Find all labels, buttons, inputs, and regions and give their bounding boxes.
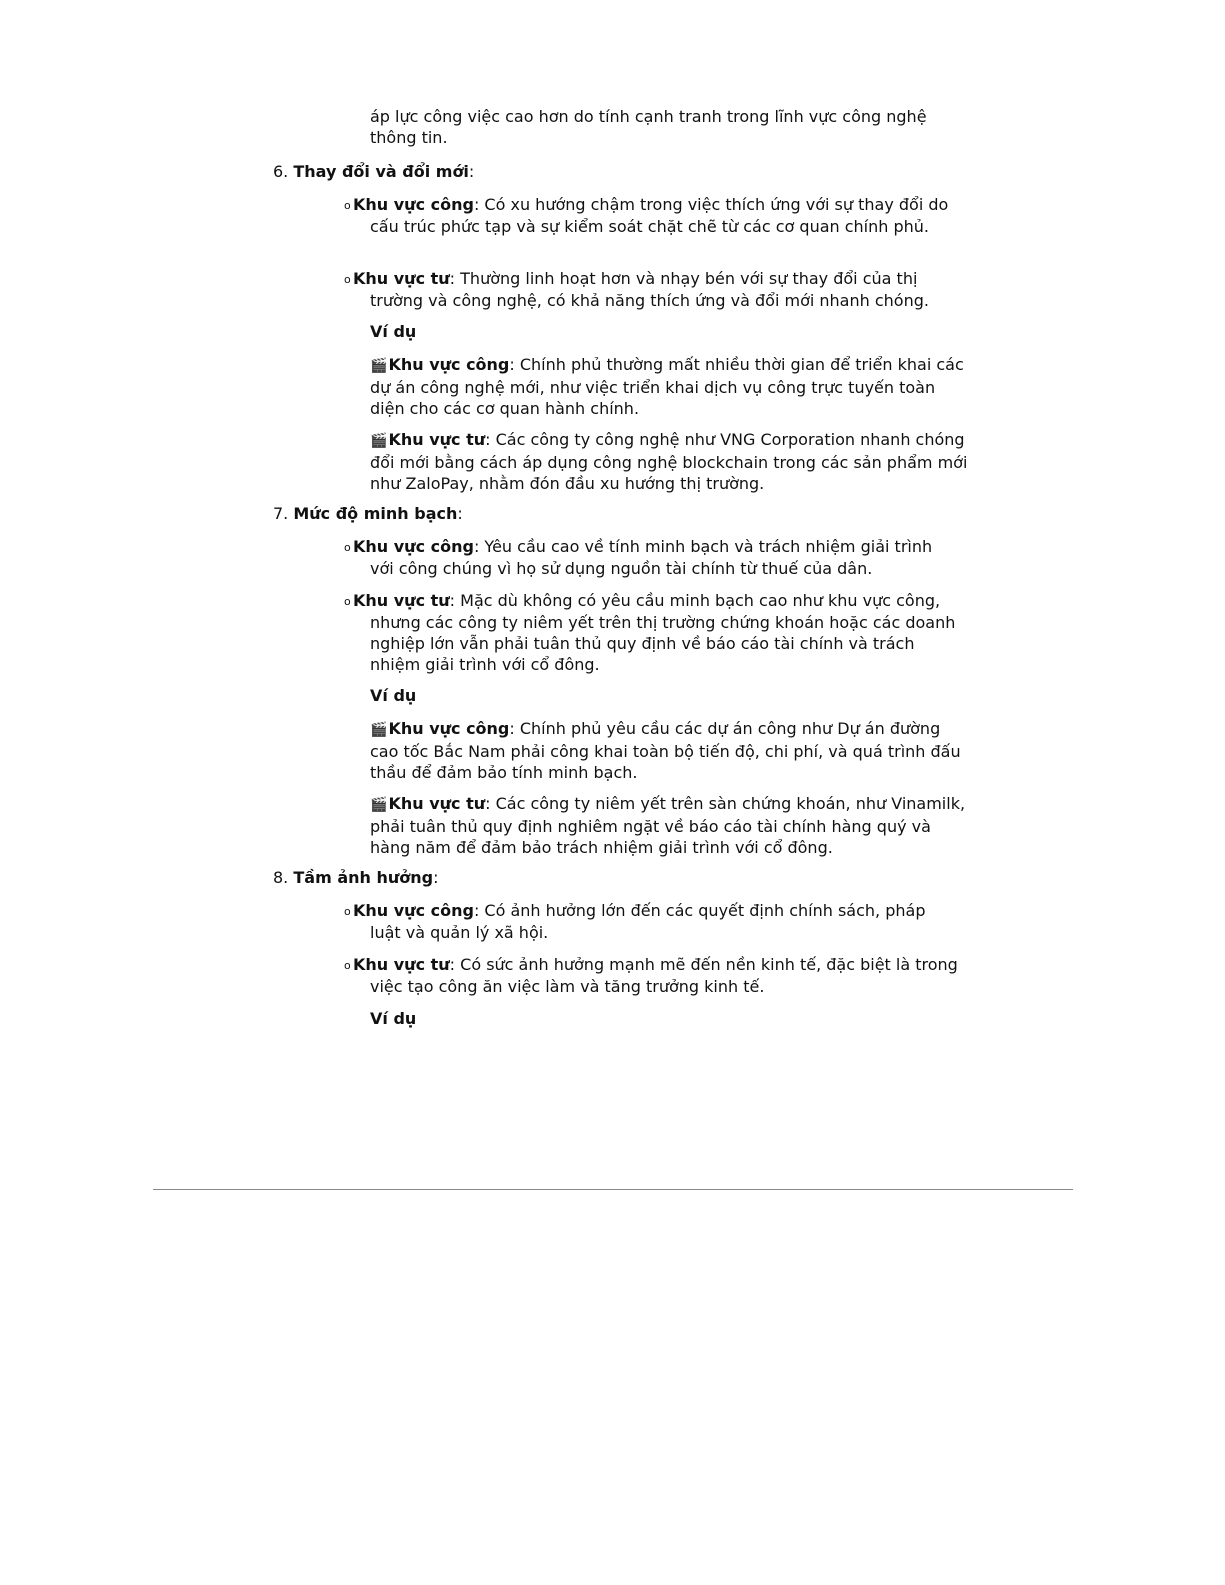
section-6-example-private bbox=[370, 429, 970, 494]
example-label: Khu vực công bbox=[388, 719, 510, 738]
bullet-marker: o bbox=[344, 905, 351, 918]
bullet-marker: o bbox=[344, 199, 351, 212]
bullet-text: : Có ảnh hưởng lớn đến các quyết định chính sách, pháp luật và quản lý xã hội. bbox=[370, 901, 926, 942]
section-8-public-bullet bbox=[344, 900, 960, 943]
bullet-marker: o bbox=[344, 959, 351, 972]
section-title: Thay đổi và đổi mới bbox=[293, 162, 469, 181]
example-text: : Các công ty công nghệ như VNG Corporation nhanh chóng đổi mới bằng cách áp dụng công nghệ blockchain trong các sản phẩm mới như ZaloPay, nhằm đón đầu xu hướng thị trường. bbox=[370, 430, 968, 493]
section-7-public-bullet bbox=[344, 536, 960, 579]
section-number: 7. bbox=[273, 504, 289, 523]
example-label: Khu vực tư bbox=[388, 430, 486, 449]
section-8-private-bullet bbox=[344, 954, 960, 997]
bullet-text: : Mặc dù không có yêu cầu minh bạch cao như khu vực công, nhưng các công ty niêm yết trên thị trường chứng khoán hoặc các doanh nghiệp lớn vẫn phải tuân thủ quy định về báo cáo tài chính và trách nhiệm giải trình với cổ đông. bbox=[370, 591, 956, 674]
bullet-label: Khu vực tư bbox=[353, 955, 450, 974]
bullet-marker: o bbox=[344, 595, 351, 608]
bullet-label: Khu vực công bbox=[353, 195, 474, 214]
section-6-private-bullet bbox=[344, 268, 960, 311]
clapperboard-icon: 🎬 bbox=[370, 722, 388, 738]
colon: : bbox=[457, 504, 463, 523]
bullet-label: Khu vực tư bbox=[353, 269, 450, 288]
bullet-text: : Có sức ảnh hưởng mạnh mẽ đến nền kinh tế, đặc biệt là trong việc tạo công ăn việc làm và tăng trưởng kinh tế. bbox=[370, 955, 958, 996]
bullet-text: : Yêu cầu cao về tính minh bạch và trách nhiệm giải trình với công chúng vì họ sử dụng nguồn tài chính từ thuế của dân. bbox=[370, 537, 933, 578]
section-6-example-public bbox=[370, 354, 970, 419]
continuation-paragraph: áp lực công việc cao hơn do tính cạnh tranh trong lĩnh vực công nghệ thông tin. bbox=[370, 107, 927, 147]
section-8-heading bbox=[273, 867, 438, 888]
section-7-example-private bbox=[370, 793, 970, 858]
section-6-public-bullet bbox=[344, 194, 960, 237]
clapperboard-icon: 🎬 bbox=[370, 433, 388, 449]
section-7-private-bullet bbox=[344, 590, 960, 675]
example-text: : Chính phủ yêu cầu các dự án công như Dự án đường cao tốc Bắc Nam phải công khai toàn bộ tiến độ, chi phí, và quá trình đấu thầu để đảm bảo tính minh bạch. bbox=[370, 719, 961, 782]
bullet-label: Khu vực tư bbox=[353, 591, 450, 610]
section-number: 6. bbox=[273, 162, 289, 181]
bullet-text: : Thường linh hoạt hơn và nhạy bén với sự thay đổi của thị trường và công nghệ, có khả năng thích ứng và đổi mới nhanh chóng. bbox=[370, 269, 929, 310]
bullet-label: Khu vực công bbox=[353, 901, 474, 920]
example-label: Khu vực tư bbox=[388, 794, 486, 813]
page-divider bbox=[153, 1189, 1073, 1190]
section-7-example-title: Ví dụ bbox=[370, 686, 417, 705]
section-number: 8. bbox=[273, 868, 289, 887]
clapperboard-icon: 🎬 bbox=[370, 797, 388, 813]
colon: : bbox=[433, 868, 439, 887]
section-title: Mức độ minh bạch bbox=[293, 504, 458, 523]
section-title: Tầm ảnh hưởng bbox=[293, 868, 434, 887]
section-8-example-title: Ví dụ bbox=[370, 1009, 417, 1028]
colon: : bbox=[468, 162, 475, 181]
example-label: Khu vực công bbox=[388, 355, 510, 374]
example-text: : Chính phủ thường mất nhiều thời gian để triển khai các dự án công nghệ mới, như việc triển khai dịch vụ công trực tuyến toàn diện cho các cơ quan hành chính. bbox=[370, 355, 964, 418]
example-text: : Các công ty niêm yết trên sàn chứng khoán, như Vinamilk, phải tuân thủ quy định nghiêm ngặt về báo cáo tài chính hàng quý và hàng năm để đảm bảo trách nhiệm giải trình với cổ đông. bbox=[370, 794, 966, 857]
bullet-label: Khu vực công bbox=[353, 537, 474, 556]
clapperboard-icon: 🎬 bbox=[370, 358, 388, 374]
bullet-text: : Có xu hướng chậm trong việc thích ứng với sự thay đổi do cấu trúc phức tạp và sự kiểm soát chặt chẽ từ các cơ quan chính phủ. bbox=[370, 195, 949, 236]
section-7-heading bbox=[273, 503, 463, 524]
bullet-marker: o bbox=[344, 273, 351, 286]
bullet-marker: o bbox=[344, 541, 351, 554]
section-7-example-public bbox=[370, 718, 970, 783]
section-6-example-title: Ví dụ bbox=[370, 322, 417, 341]
section-6-heading bbox=[273, 161, 474, 182]
